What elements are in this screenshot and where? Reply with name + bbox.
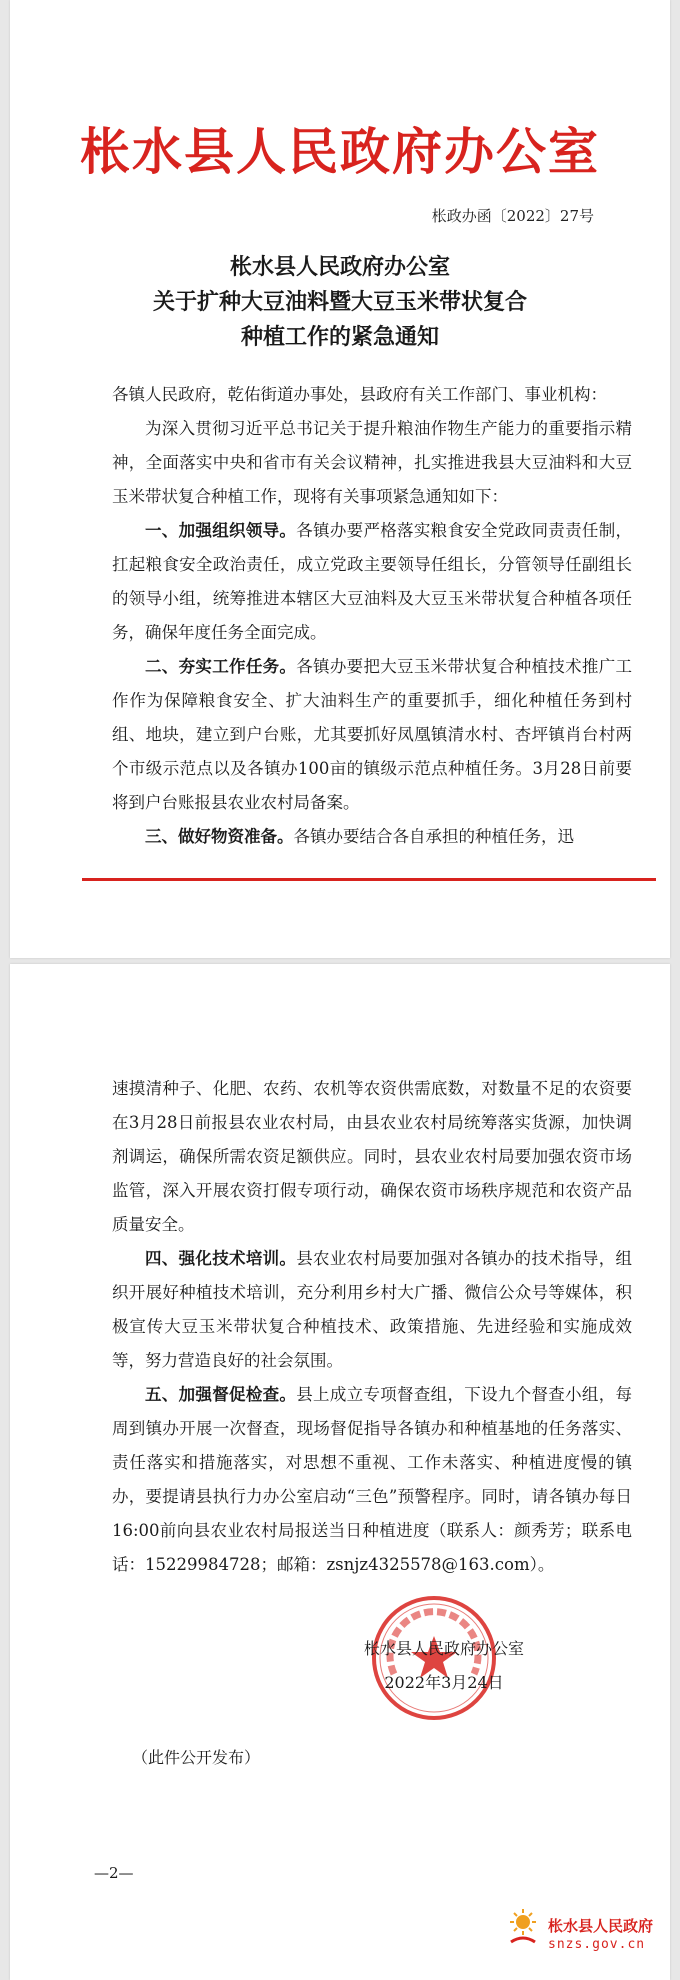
notice-title-line: 关于扩种大豆油料暨大豆玉米带状复合 bbox=[152, 289, 527, 315]
public-release-note: （此件公开发布） bbox=[132, 1748, 261, 1767]
document-number: 枨政办函〔2022〕27号 bbox=[431, 207, 594, 225]
section-text: 县农业农村局要加强对各镇办的技术指导，组织开展好种植技术培训，充分利用乡村大广播、微信公众号等媒体，积极宣传大豆玉米带状复合种植技术、政策措施、先进经验和实施成效等，努力营造良好的社会氛围。 bbox=[112, 1249, 633, 1370]
notice-title-line: 枨水县人民政府办公室 bbox=[229, 254, 450, 280]
section-paragraph bbox=[112, 514, 632, 650]
notice-title-line: 种植工作的紧急通知 bbox=[240, 324, 439, 350]
document-header-title: 枨水县人民政府办公室 bbox=[80, 122, 600, 181]
red-divider-line bbox=[82, 878, 656, 881]
continuation-paragraph: 速摸清种子、化肥、农药、农机等农资供需底数，对数量不足的农资要在3月28日前报县农业农村局，由县农业农村局统筹落实货源，加快调剂调运，确保所需农资足额供应。同时，县农业农村局要加强农资市场监管，深入开展农资打假专项行动，确保农资市场秩序规范和农资产品质量安全。 bbox=[112, 1079, 632, 1234]
sun-logo-icon bbox=[507, 1908, 539, 1948]
section-heading: 三、做好物资准备。 bbox=[145, 827, 294, 846]
footer-brand-name: 枨水县人民政府 bbox=[548, 1917, 654, 1935]
notice-body-page-1 bbox=[112, 378, 632, 854]
page-number: —2— bbox=[94, 1864, 134, 1882]
signer-name: 枨水县人民政府办公室 bbox=[363, 1639, 524, 1658]
intro-paragraph: 为深入贯彻习近平总书记关于提升粮油作物生产能力的重要指示精神，全面落实中央和省市有关会议精神，扎实推进我县大豆油料和大豆玉米带状复合种植工作，现将有关事项紧急通知如下： bbox=[112, 419, 632, 506]
section-heading: 一、加强组织领导。 bbox=[145, 521, 297, 540]
section-paragraph bbox=[112, 820, 632, 854]
section-text: 各镇办要结合各自承担的种植任务，迅 bbox=[293, 827, 574, 846]
section-paragraph bbox=[112, 1378, 632, 1582]
salutation: 各镇人民政府，乾佑街道办事处，县政府有关工作部门、事业机构： bbox=[112, 385, 607, 404]
section-heading: 五、加强督促检查。 bbox=[145, 1385, 297, 1404]
section-text: 县上成立专项督查组，下设九个督查小组，每周到镇办开展一次督查，现场督促指导各镇办和种植基地的任务落实、责任落实和措施落实，对思想不重视、工作未落实、种植进度慢的镇办，要提请县执行力办公室启动“三色”预警程序。同时，请各镇办每日16:00前向县农业农村局报送当日种植进度（联系人：颜秀芳；联系电话：15229984728；邮箱：zsnjz4325578@163.com）。 bbox=[112, 1385, 633, 1574]
section-heading: 二、夯实工作任务。 bbox=[145, 657, 297, 676]
footer-website-url: snzs.gov.cn bbox=[548, 1937, 646, 1952]
section-text: 各镇办要把大豆玉米带状复合种植技术推广工作作为保障粮食安全、扩大油料生产的重要抓手，细化种植任务到村组、地块，建立到户台账，尤其要抓好凤凰镇清水村、杏坪镇肖台村两个市级示范点以及各镇办100亩的镇级示范点种植任务。3月28日前要将到户台账报县农业农村局备案。 bbox=[112, 657, 633, 812]
section-heading: 四、强化技术培训。 bbox=[145, 1249, 297, 1268]
document-page-2 bbox=[10, 964, 670, 1980]
notice-body-page-2 bbox=[112, 1072, 632, 1582]
document-page-1 bbox=[10, 0, 670, 958]
notice-title bbox=[10, 250, 670, 355]
section-paragraph bbox=[112, 650, 632, 820]
signature-block bbox=[364, 1632, 524, 1700]
section-text: 各镇办要严格落实粮食安全党政同责责任制，扛起粮食安全政治责任，成立党政主要领导任组长，分管领导任副组长的领导小组，统筹推进本辖区大豆油料及大豆玉米带状复合种植各项任务，确保年度任务全面完成。 bbox=[112, 521, 633, 642]
section-paragraph bbox=[112, 1242, 632, 1378]
issue-date: 2022年3月24日 bbox=[384, 1673, 504, 1692]
